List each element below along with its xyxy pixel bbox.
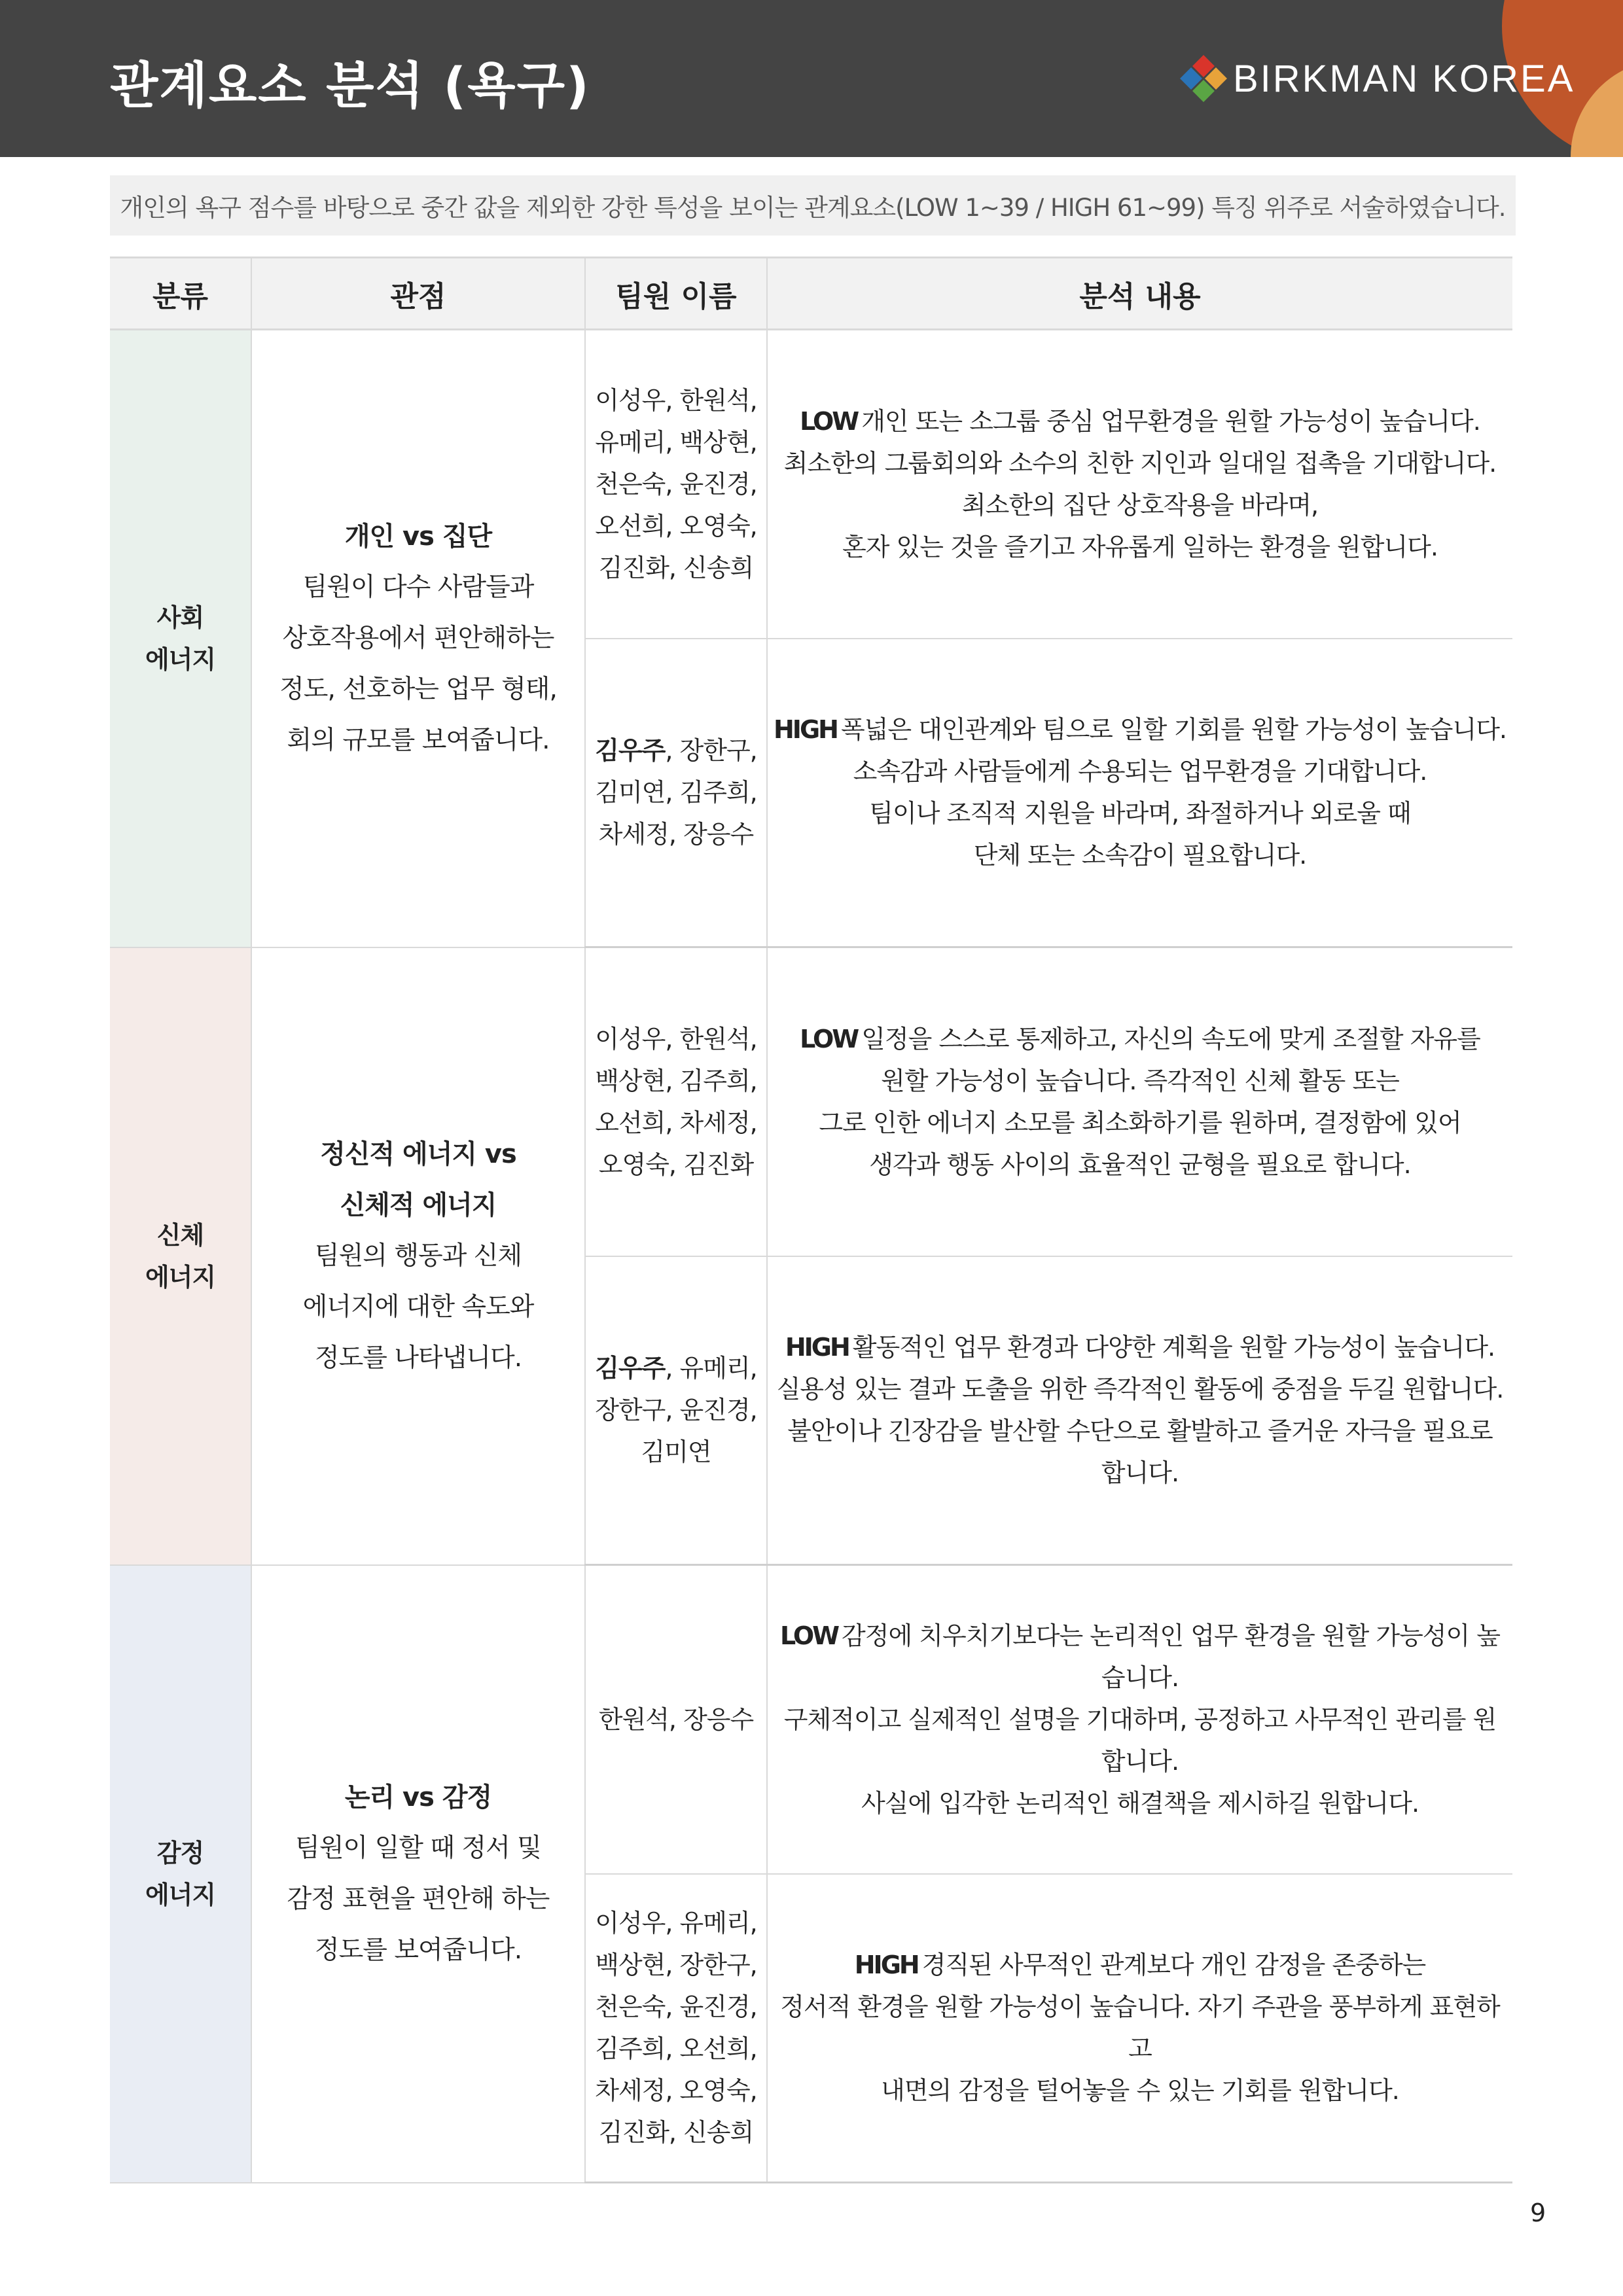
- analysis-table: [110, 256, 1512, 2183]
- perspective-cell: [251, 1565, 585, 2183]
- analysis-high: HIGH 경직된 사무적인 관계보다 개인 감정을 존중하는 정서적 환경을 원할 가능성이 높습니다. 자기 주관을 풍부하게 표현하고 내면의 감정을 털어놓을 수 있는 기회를 원합니다.: [767, 1874, 1512, 2183]
- level-badge: LOW: [800, 406, 858, 436]
- analysis-low: LOW 일정을 스스로 통제하고, 자신의 속도에 맞게 조절할 자유를 원할 가능성이 높습니다. 즉각적인 신체 활동 또는 그로 인한 에너지 소모를 최소화하기를 원하며, 결정함에 있어 생각과 행동 사이의 효율적인 균형을 필요로 합니다.: [767, 947, 1512, 1256]
- intro-box: [110, 175, 1516, 236]
- members-low: 한원석, 장응수: [585, 1565, 767, 1874]
- brand-name: BIRKMAN KOREA: [1233, 57, 1575, 100]
- table-row: [110, 330, 1512, 639]
- page-header: [0, 0, 1623, 157]
- category-body: 신체 에너지: [110, 947, 251, 1565]
- page-number: 9: [1530, 2199, 1546, 2227]
- perspective-desc: 팀원이 일할 때 정서 및 감정 표현을 편안해 하는 정도를 보여줍니다.: [287, 1833, 550, 1965]
- table-row: [110, 1565, 1512, 1874]
- level-badge: LOW: [800, 1024, 858, 1053]
- header-members: 팀원 이름: [585, 258, 767, 330]
- category-social: 사회 에너지: [110, 330, 251, 947]
- header-category: 분류: [110, 258, 251, 330]
- perspective-desc: 팀원의 행동과 신체 에너지에 대한 속도와 정도를 나타냅니다.: [302, 1241, 534, 1373]
- analysis-high: HIGH 폭넓은 대인관계와 팀으로 일할 기회를 원할 가능성이 높습니다. 소속감과 사람들에게 수용되는 업무환경을 기대합니다. 팀이나 조직적 지원을 바라며, 좌절하거나 외로울 때 단체 또는 소속감이 필요합니다.: [767, 639, 1512, 947]
- analysis-high: HIGH 활동적인 업무 환경과 다양한 계획을 원할 가능성이 높습니다. 실용성 있는 결과 도출을 위한 즉각적인 활동에 중점을 두길 원합니다. 불안이나 긴장감을 발산할 수단으로 활발하고 즐거운 자극을 필요로 합니다.: [767, 1256, 1512, 1565]
- level-badge: LOW: [779, 1621, 838, 1650]
- members-high: 김우주, 장한구, 김미연, 김주희, 차세정, 장응수: [585, 639, 767, 947]
- birkman-logo-icon: [1183, 58, 1224, 99]
- analysis-low: LOW 개인 또는 소그룹 중심 업무환경을 원할 가능성이 높습니다. 최소한의 그룹회의와 소수의 친한 지인과 일대일 접촉을 기대합니다. 최소한의 집단 상호작용을 바라며, 혼자 있는 것을 즐기고 자유롭게 일하는 환경을 원합니다.: [767, 330, 1512, 639]
- analysis-low: LOW 감정에 치우치기보다는 논리적인 업무 환경을 원할 가능성이 높습니다. 구체적이고 실제적인 설명을 기대하며, 공정하고 사무적인 관리를 원합니다. 사실에 입각한 논리적인 해결책을 제시하길 원합니다.: [767, 1565, 1512, 1874]
- perspective-title: 정신적 에너지 vs 신체적 에너지: [320, 1139, 516, 1220]
- members-high: 이성우, 유메리, 백상현, 장한구, 천은숙, 윤진경, 김주희, 오선희, 차세정, 오영숙, 김진화, 신송희: [585, 1874, 767, 2183]
- table-header-row: [110, 258, 1512, 330]
- members-high: 김우주, 유메리, 장한구, 윤진경, 김미연: [585, 1256, 767, 1565]
- table-row: [110, 947, 1512, 1256]
- brand-logo: [1183, 56, 1575, 101]
- members-low: 이성우, 한원석, 백상현, 김주희, 오선희, 차세정, 오영숙, 김진화: [585, 947, 767, 1256]
- perspective-cell: [251, 330, 585, 947]
- intro-text: 개인의 욕구 점수를 바탕으로 중간 값을 제외한 강한 특성을 보이는 관계요소(LOW 1~39 / HIGH 61~99) 특징 위주로 서술하였습니다.: [120, 194, 1506, 222]
- members-low: 이성우, 한원석, 유메리, 백상현, 천은숙, 윤진경, 오선희, 오영숙, 김진화, 신송희: [585, 330, 767, 639]
- level-badge: HIGH: [785, 1333, 849, 1362]
- perspective-desc: 팀원이 다수 사람들과 상호작용에서 편안해하는 정도, 선호하는 업무 형태, 회의 규모를 보여줍니다.: [279, 572, 557, 755]
- category-emotion: 감정 에너지: [110, 1565, 251, 2183]
- level-badge: HIGH: [854, 1951, 918, 1980]
- perspective-cell: [251, 947, 585, 1565]
- header-analysis: 분석 내용: [767, 258, 1512, 330]
- perspective-title: 개인 vs 집단: [344, 521, 492, 552]
- header-perspective: 관점: [251, 258, 585, 330]
- perspective-title: 논리 vs 감정: [344, 1782, 492, 1812]
- level-badge: HIGH: [774, 715, 837, 745]
- page-title: 관계요소 분석 (욕구): [110, 56, 590, 115]
